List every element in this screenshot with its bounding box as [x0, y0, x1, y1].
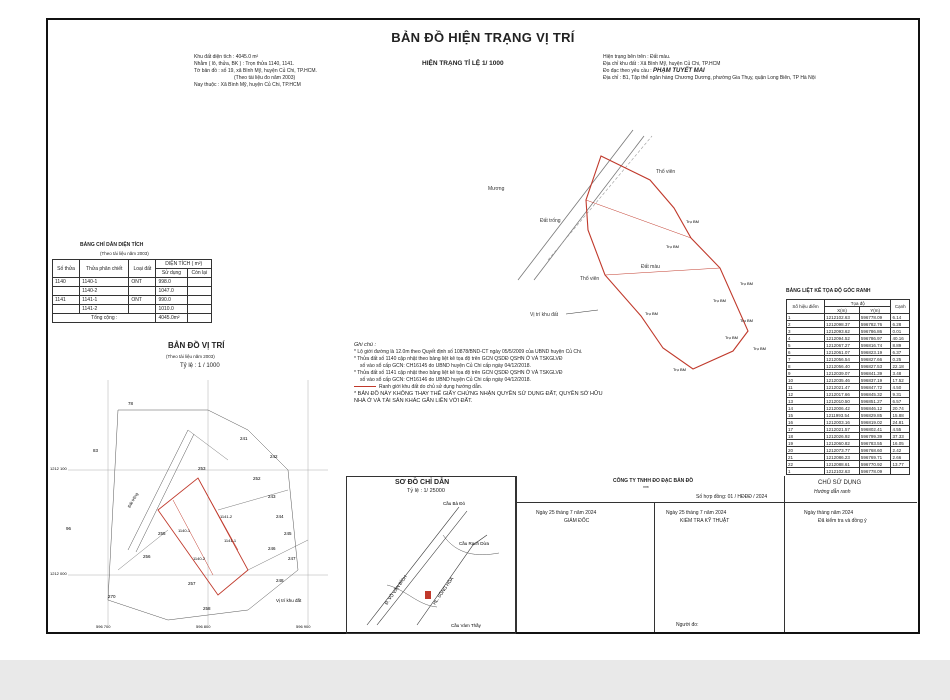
map-label: Trụ BM: [673, 367, 686, 372]
area-table: [52, 259, 212, 323]
guide-map-title: SƠ ĐỒ CHỈ DẪN: [395, 479, 450, 486]
sign-date-right: Ngày tháng năm 2024: [804, 510, 854, 516]
table-row: 1140 1140-1 ONT 998.0: [53, 278, 212, 287]
map-label: Trụ BM: [645, 311, 658, 316]
notes-heading: Ghi chú :: [354, 342, 377, 348]
parcel-divider: [605, 268, 720, 275]
map-label: Mương: [488, 186, 505, 192]
area-col-split: Thửa phân chiết: [80, 260, 129, 278]
svg-text:257: 257: [188, 581, 196, 586]
info-area: Khu đất diện tích : 4045.0 m²: [194, 54, 259, 60]
coord-row: 1 1212102.63 596778.09: [787, 468, 910, 475]
info-source: (Theo tài liệu đo năm 2003): [234, 75, 296, 81]
svg-text:96: 96: [66, 526, 72, 531]
info-belongs: Nay thuộc : Xã Bình Mỹ, huyện Củ Chi, TP.HCM: [194, 82, 301, 88]
svg-text:1141-2: 1141-2: [220, 514, 233, 519]
info-sheet: Tờ bản đồ : số 19, xã Bình Mỹ, huyện Củ Chi, TP.HCM.: [194, 68, 317, 74]
road-edge: [518, 130, 633, 280]
coord-row: 6 1212061.07 596823.19 6.37: [787, 349, 910, 356]
area-table-title: BẢNG CHỈ DẪN DIỆN TÍCH: [80, 242, 144, 248]
map-label: Trụ BM: [753, 346, 766, 351]
coord-row: 9 1212039.07 596841.39 3.48: [787, 370, 910, 377]
location-map-title: BẢN ĐỒ VỊ TRÍ: [168, 341, 225, 350]
main-scale: HIỆN TRẠNG TỈ LỆ 1/ 1000: [422, 60, 504, 67]
coord-row: 3 1212093.62 596786.86 0.01: [787, 328, 910, 335]
parcel-boundary: [586, 156, 748, 369]
parcel-divider: [586, 200, 691, 238]
guide-map-scale: Tỷ lệ : 1/ 25000: [407, 488, 445, 494]
coord-table-title: BẢNG LIỆT KÊ TỌA ĐỘ GÓC RANH: [786, 288, 871, 294]
checker-title: KIỂM TRA KỸ THUẬT: [680, 518, 730, 524]
svg-text:244: 244: [276, 514, 284, 519]
note-line: Ranh giới khu đất do chủ sử dụng hướng dẫn.: [379, 384, 483, 390]
note-line: số vào sổ cấp GCN: CH16145 do UBND huyện Củ Chi cấp ngày 04/12/2018.: [360, 363, 531, 369]
svg-text:253: 253: [198, 466, 206, 471]
sign-date-left: Ngày 25 tháng 7 năm 2024: [536, 510, 597, 516]
svg-text:248: 248: [276, 578, 284, 583]
map-label: Trụ BM: [686, 219, 699, 224]
svg-text:78: 78: [128, 401, 134, 406]
owner-sign-note: Đã kiểm tra và đồng ý: [818, 518, 867, 524]
coord-row: 17 1212021.57 596802.41 4.55: [787, 426, 910, 433]
contract-number: Số hợp đồng: 01 / HĐĐĐ / 2024: [696, 494, 768, 500]
svg-text:255: 255: [158, 531, 166, 536]
svg-text:596 700: 596 700: [96, 624, 111, 629]
map-label: Vị trí khu đất: [530, 312, 559, 318]
area-table-subtitle: (Theo tài liệu năm 2003): [100, 251, 149, 256]
guide-map: [347, 495, 515, 633]
director-title: GIÁM ĐỐC: [564, 518, 590, 524]
svg-text:596 900: 596 900: [296, 624, 311, 629]
coord-row: 16 1212003.16 596819.02 24.81: [787, 419, 910, 426]
area-col-area: DIỆN TÍCH ( m²): [156, 260, 212, 269]
location-map-scale: Tỷ lệ : 1 / 1000: [180, 363, 220, 369]
svg-text:243: 243: [268, 494, 276, 499]
map-label: Đất màu: [641, 264, 660, 270]
svg-text:245: 245: [284, 531, 292, 536]
location-map: [48, 370, 348, 632]
map-label: Trụ BM: [713, 298, 726, 303]
svg-text:256: 256: [143, 554, 151, 559]
svg-text:83: 83: [93, 448, 99, 453]
info-requested: Đo đạc theo yêu cầu :: [603, 68, 652, 74]
area-col-used: Sử dụng: [156, 269, 187, 278]
coord-row: 13 1212010.50 596851.27 6.57: [787, 398, 910, 405]
guide-map-box: [346, 476, 516, 634]
coord-row: 10 1212035.46 596837.19 17.52: [787, 377, 910, 384]
svg-text:252: 252: [253, 476, 261, 481]
map-label: Trụ BM: [666, 244, 679, 249]
svg-text:Đ. VÕ VĂN BÍCH: Đ. VÕ VĂN BÍCH: [383, 574, 408, 606]
svg-text:241: 241: [240, 436, 248, 441]
svg-text:Cầu Vàm Thầy: Cầu Vàm Thầy: [451, 623, 481, 628]
coord-row: 12 1212017.66 596845.32 9.31: [787, 391, 910, 398]
svg-text:1212 100: 1212 100: [50, 466, 67, 471]
page-title: BẢN ĐỒ HIỆN TRẠNG VỊ TRÍ: [391, 30, 575, 45]
coord-row: 1 1212102.63 596778.09 6.14: [787, 314, 910, 321]
coord-row: 2 1212098.37 596782.76 6.28: [787, 321, 910, 328]
info-parcel: Nhằm ( lô, thửa, BK ) : Trọn thửa 1140, 1141.: [194, 61, 295, 67]
note-line: * BẢN ĐỒ NÀY KHÔNG THAY THẾ GIẤY CHỨNG NHẬN QUYỀN SỬ DỤNG ĐẤT, QUYỀN SỞ HỮU: [354, 391, 603, 397]
table-row: 1141-2 1010.0: [53, 305, 212, 314]
coord-row: 8 1212056.40 596827.53 22.18: [787, 363, 910, 370]
table-row: 1140-2 1047.0: [53, 287, 212, 296]
note-line: * Thửa đất số 1141 cập nhật theo bảng liệt kê tọa độ trên GCN QSDĐ QSHN Ở VÀ TSKGLVĐ: [354, 370, 563, 376]
table-total-row: Tổng cộng : 4045.0m²: [53, 314, 212, 323]
table-row: 1141 1141-1 ONT 990.0: [53, 296, 212, 305]
note-line: * Thửa đất số 1140 cập nhật theo bảng liệt kê tọa độ trên GCN QSDĐ QSHN Ở VÀ TSKGLVĐ: [354, 356, 563, 362]
note-line: * Lộ giới đường là 12.0m theo Quyết định số 10878/BND-CT ngày 05/5/2009 của UBND huyện Củ Chi.: [354, 349, 583, 355]
svg-text:HL. SÔNG HÒA: HL. SÔNG HÒA: [431, 576, 455, 606]
map-label: Trụ BM: [740, 281, 753, 286]
company-sub: ***: [643, 486, 649, 492]
area-col-parcel: Số thửa: [53, 260, 80, 278]
sign-date-mid: Ngày 25 tháng 7 năm 2024: [666, 510, 727, 516]
owner-title: CHỦ SỬ DỤNG: [818, 480, 862, 486]
road-edge: [534, 136, 644, 280]
coord-row: 11 1212021.47 596847.72 4.50: [787, 384, 910, 391]
area-col-type: Loại đất: [129, 260, 156, 278]
svg-text:270: 270: [108, 594, 116, 599]
owner-sub: Hướng dẫn ranh: [814, 489, 851, 495]
note-line: NHÀ Ở VÀ TÀI SẢN KHÁC GẮN LIỀN VỚI ĐẤT.: [354, 398, 473, 404]
svg-text:1140-2: 1140-2: [193, 556, 206, 561]
info-requester-address: Địa chỉ : B1, Tập thể ngân hàng Chương Dương, phường Gia Thụy, quận Long Biên, TP Hà Nội: [603, 75, 816, 81]
map-label: Trụ BM: [740, 318, 753, 323]
svg-text:Cầu Rạch Dừa: Cầu Rạch Dừa: [459, 541, 490, 546]
location-map-subtitle: (Theo tài liệu năm 2003): [166, 354, 215, 359]
coord-row: 18 1212026.92 596799.39 37.33: [787, 433, 910, 440]
area-col-remain: Còn lại: [187, 269, 212, 278]
map-label: Trụ BM: [725, 335, 738, 340]
svg-text:Đất trống: Đất trống: [126, 491, 140, 509]
svg-text:1141-1: 1141-1: [224, 538, 237, 543]
svg-text:596 800: 596 800: [196, 624, 211, 629]
coord-row: 5 1212067.27 596816.74 8.89: [787, 342, 910, 349]
notes-block: [354, 342, 774, 405]
svg-text:247: 247: [288, 556, 296, 561]
map-label: Thổ viên: [580, 276, 600, 282]
note-line: số vào sổ cấp GCN: CH16146 do UBND huyện Củ Chi cấp ngày 04/12/2018.: [360, 377, 531, 383]
info-left: [194, 54, 317, 89]
coord-row: 22 1212088.61 596770.92 13.77: [787, 461, 910, 468]
map-sheet: [46, 18, 920, 634]
svg-text:Cầu Bà Đỏ: Cầu Bà Đỏ: [443, 501, 466, 506]
map-label: Đất trống: [540, 218, 561, 224]
map-label: Thổ viên: [656, 169, 676, 175]
svg-text:242: 242: [270, 454, 278, 459]
company-name: CÔNG TY TNHH ĐO ĐẠC BẢN ĐỒ: [613, 478, 694, 484]
info-right: [603, 54, 816, 82]
svg-text:258: 258: [203, 606, 211, 611]
coord-row: 20 1212073.77 596768.60 2.42: [787, 447, 910, 454]
svg-text:1212 000: 1212 000: [50, 571, 67, 576]
requester-name: PHẠM TUYẾT MAI: [653, 68, 705, 74]
svg-text:246: 246: [268, 546, 276, 551]
measurer-label: Người đo:: [676, 622, 699, 628]
info-address: Địa chỉ khu đất : Xã Bình Mỹ, huyện Củ Chi, TP.HCM: [603, 61, 721, 67]
location-note: Vị trí khu đất: [276, 598, 302, 603]
coord-row: 21 1212086.23 596769.71 2.66: [787, 454, 910, 461]
coord-row: 15 1211993.54 596829.85 15.88: [787, 412, 910, 419]
coord-row: 14 1212006.42 596846.12 20.74: [787, 405, 910, 412]
coord-row: 7 1212056.54 596827.66 0.25: [787, 356, 910, 363]
svg-text:1140-1: 1140-1: [178, 528, 191, 533]
coord-table: Số hiệu điểm Tọa độ Cạnh X(m) Y(m) 1 1212102.63 596778.09 6.14 2 1212098.37 596782.76 6.28 3 1212093.62 596786.86 0.01 4 1212094.52 596786.97 40.16 5 1212067.27 596816.74 8.89 6 1212061.07 596823.19 6.37 7 1212056.54 596827.66 0.25 8 1212056.40 596827.53 22.18 9 1212039.07 596841.39 3.48 10 1212035.46 596837.19 17.52 11 1212021.47 596847.72 4.50 12 1212017.66 596845.32 9.31 13 1212010.50 596851.27 6.57 14 1212006.42 596846.12 20.74 15 1211993.54 596829.85 15.88 16 1212003.16 596819.02 24.81 17 1212021.57 596802.41 4.55 18 1212026.92 596799.39 37.33 19 1212060.82 596783.55 16.05 20 1212073.77 596768.60 2.42 21 1212086.23 596769.71 2.66 22 1212088.61 596770.92 13.77 1 1212102.63 596778.09: [786, 299, 910, 475]
coord-row: 19 1212060.82 596783.55 16.05: [787, 440, 910, 447]
coord-row: 4 1212094.52 596786.97 40.16: [787, 335, 910, 342]
info-status: Hiện trạng bên trên : Đất màu.: [603, 54, 671, 60]
